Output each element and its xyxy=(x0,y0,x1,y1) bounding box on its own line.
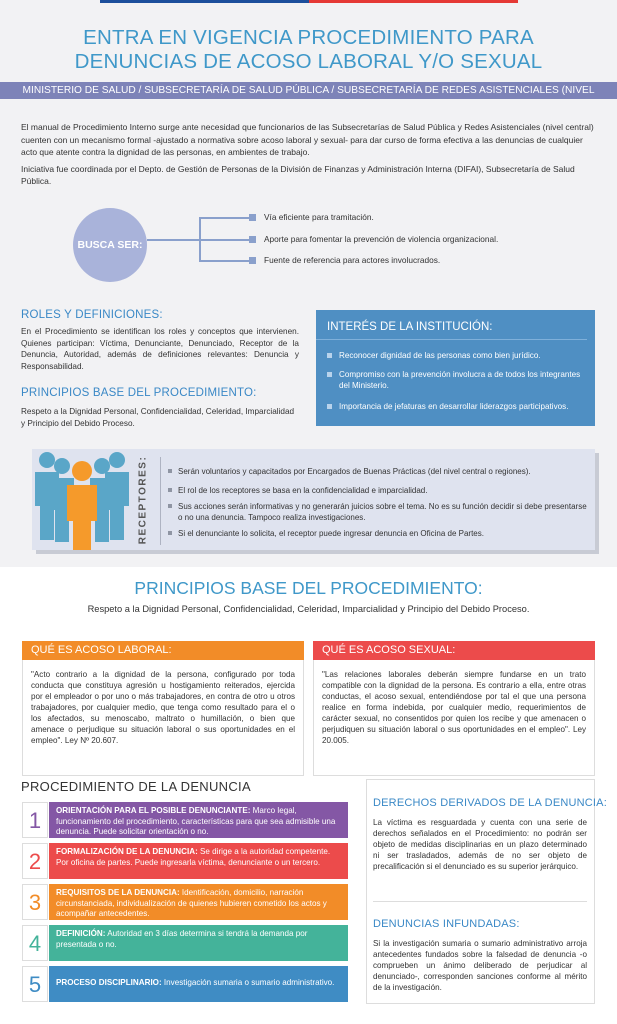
bullet-square-icon xyxy=(168,469,172,473)
interes-box xyxy=(316,310,595,426)
ministry-banner: MINISTERIO DE SALUD / SUBSECRETARÍA DE SALUD PÚBLICA / SUBSECRETARÍA DE REDES ASISTENCIALES (NIVEL xyxy=(0,82,617,99)
derechos-title: DERECHOS DERIVADOS DE LA DENUNCIA: xyxy=(373,797,607,809)
acoso-laboral-title: QUÉ ES ACOSO LABORAL: xyxy=(22,641,304,660)
step-body: ORIENTACIÓN PARA EL POSIBLE DENUNCIANTE: Marco legal, funcionamiento del procedimiento, características para que sea admisible una denuncia. Puede solicitar orientación o no. xyxy=(49,802,348,838)
procedimiento-step xyxy=(22,802,348,838)
roles-text: En el Procedimiento se identifican los roles y conceptos que intervienen. Quienes participan: Víctima, Denunciante, Denunciado, Receptor de la Denuncia, Autoridad, además de definiciones relevantes: Denuncia y Responsabilidad. xyxy=(21,327,299,371)
intro-paragraph-1: El manual de Procedimiento Interno surge ante necesidad que funcionarios de las Subsecretarías de Salud Pública y Redes Asistenciales (nivel central) cuenten con un mecanismo formal -ajustado a normativa sobre acoso laboral y sexual- para dar curso de forma efectiva a las denuncias de cualquier acto que atente contra la dignidad de las personas, en ambientes de trabajo. xyxy=(21,122,594,157)
people-group-icon xyxy=(32,450,132,550)
branch-line xyxy=(199,260,249,262)
busca-item: Vía eficiente para tramitación. xyxy=(264,212,374,222)
interes-item: Compromiso con la prevención involucra a de todos los integrantes del Ministerio. xyxy=(327,369,582,391)
step-number: 5 xyxy=(22,966,48,1002)
divider xyxy=(373,901,587,902)
receptores-divider xyxy=(160,457,161,545)
roles-title: ROLES Y DEFINICIONES: xyxy=(21,309,163,321)
bullet-square-icon xyxy=(168,531,172,535)
interes-title: INTERÉS DE LA INSTITUCIÓN: xyxy=(316,310,587,340)
busca-item: Aporte para fomentar la prevención de violencia organizacional. xyxy=(264,234,499,244)
step-number: 1 xyxy=(22,802,48,838)
procedimiento-step xyxy=(22,925,348,961)
procedimiento-title: PROCEDIMIENTO DE LA DENUNCIA xyxy=(21,779,251,794)
procedimiento-step xyxy=(22,843,348,879)
interes-item: Importancia de jefaturas en desarrollar liderazgos participativos. xyxy=(327,401,582,412)
busca-ser-circle: BUSCA SER: xyxy=(73,208,147,282)
connector-line xyxy=(147,239,199,241)
procedimiento-step xyxy=(22,884,348,920)
principios-big-text: Respeto a la Dignidad Personal, Confidencialidad, Celeridad, Imparcialidad y Principio del Debido Proceso. xyxy=(87,604,530,614)
receptores-label: RECEPTORES: xyxy=(137,455,149,545)
acoso-sexual-box xyxy=(313,641,595,776)
title-line-2: DENUNCIAS DE ACOSO LABORAL Y/O SEXUAL xyxy=(74,50,543,73)
page-title xyxy=(0,18,617,74)
intro-text xyxy=(21,121,596,192)
principios-small-title: PRINCIPIOS BASE DEL PROCEDIMIENTO: xyxy=(21,387,257,399)
intro-paragraph-2: Iniciativa fue coordinada por el Depto. de Gestión de Personas de la División de Finanzas y Administración Interna (DIFAI), Subsecretaría de Salud Pública. xyxy=(21,163,575,186)
acoso-laboral-box xyxy=(22,641,304,776)
bullet-square-icon xyxy=(327,404,332,409)
infundadas-text: Si la investigación sumaria o sumario administrativo arroja antecedentes fundados sobre la falsedad de denuncia -o comprueben un ánimo deliberado de perjudicar al denunciado-, corresponden sanciones conforme al mérito de la investigación. xyxy=(373,939,587,992)
procedimiento-step xyxy=(22,966,348,1002)
bullet-square-icon xyxy=(249,236,256,243)
principios-big-title: PRINCIPIOS BASE DEL PROCEDIMIENTO: xyxy=(134,578,483,598)
acoso-sexual-text: "Las relaciones laborales deberán siempre fundarse en un trato compatible con la dignidad de la persona. Es contrario a ella, entre otras conductas, el acoso sexual, entendiéndose por tal el que una persona realice en forma indebida, por cualquier medio, requerimientos de carácter sexual, no consentidos por quien los recibe y que amenacen o perjudiquen su situación laboral o sus oportunidades en el empleo". Ley 20.005. xyxy=(313,660,595,776)
bullet-square-icon xyxy=(327,372,332,377)
busca-item: Fuente de referencia para actores involucrados. xyxy=(264,255,441,265)
acoso-laboral-text: "Acto contrario a la dignidad de la persona, configurado por toda conducta que constituya agresión u hostigamiento reiterados, ejercida por el empleador o por uno o más trabajadores, en contra de otro u otros trabajadores, por cualquier medio, que tenga como resultado para el o los afectados, su menoscabo, maltrato o humillación, o bien que amenace o perjudique su situación laboral o sus oportunidades en el empleo". Ley Nº 20.607. xyxy=(22,660,304,776)
step-number: 2 xyxy=(22,843,48,879)
header xyxy=(0,18,617,82)
bullet-square-icon xyxy=(168,488,172,492)
step-body: PROCESO DISCIPLINARIO: Investigación sumaria o sumario administrativo. xyxy=(49,966,348,1002)
step-body: DEFINICIÓN: Autoridad en 3 días determina si tendrá la demanda por presentada o no. xyxy=(49,925,348,961)
principios-small-text: Respeto a la Dignidad Personal, Confidencialidad, Celeridad, Imparcialidad y Principio del Debido Proceso. xyxy=(21,407,295,428)
flag-bar xyxy=(100,0,518,3)
bullet-square-icon xyxy=(168,504,172,508)
receptores-item: Serán voluntarios y capacitados por Encargados de Buenas Prácticas (del nivel central o regiones). xyxy=(168,466,588,477)
acoso-sexual-title: QUÉ ES ACOSO SEXUAL: xyxy=(313,641,595,660)
branch-line xyxy=(199,217,249,219)
receptores-item: Sus acciones serán informativas y no generarán juicios sobre el tema. No es su función decidir si debe presentarse o no una denuncia. Tampoco realiza investigaciones. xyxy=(168,501,588,523)
step-number: 4 xyxy=(22,925,48,961)
bullet-square-icon xyxy=(249,214,256,221)
step-number: 3 xyxy=(22,884,48,920)
step-body: FORMALIZACIÓN DE LA DENUNCIA: Se dirige a la autoridad competente. Por oficina de partes. Puede ingresarla víctima, denunciante o un tercero. xyxy=(49,843,348,879)
title-line-1: ENTRA EN VIGENCIA PROCEDIMIENTO PARA xyxy=(83,26,534,49)
receptores-item: El rol de los receptores se basa en la confidencialidad e imparcialidad. xyxy=(168,485,588,496)
branch-line xyxy=(199,239,249,241)
infundadas-title: DENUNCIAS INFUNDADAS: xyxy=(373,918,520,930)
bullet-square-icon xyxy=(327,353,332,358)
receptores-item: Si el denunciante lo solicita, el receptor puede ingresar denuncia en Oficina de Partes. xyxy=(168,528,588,539)
derechos-text: La víctima es resguardada y cuenta con una serie de derechos señalados en el Procedimiento: no podrán ser objeto de medidas disciplinarias en un plazo determinado ni ser trasladados, además de no ser objeto de precalificación si el denunciado es su superior jerárquico. xyxy=(373,818,587,871)
interes-item: Reconocer dignidad de las personas como bien jurídico. xyxy=(327,350,582,361)
bullet-square-icon xyxy=(249,257,256,264)
step-body: REQUISITOS DE LA DENUNCIA: Identificación, domicilio, narración circunstanciada, individualización de quienes hubieren cometido los actos y acompañar antecedentes. xyxy=(49,884,348,920)
